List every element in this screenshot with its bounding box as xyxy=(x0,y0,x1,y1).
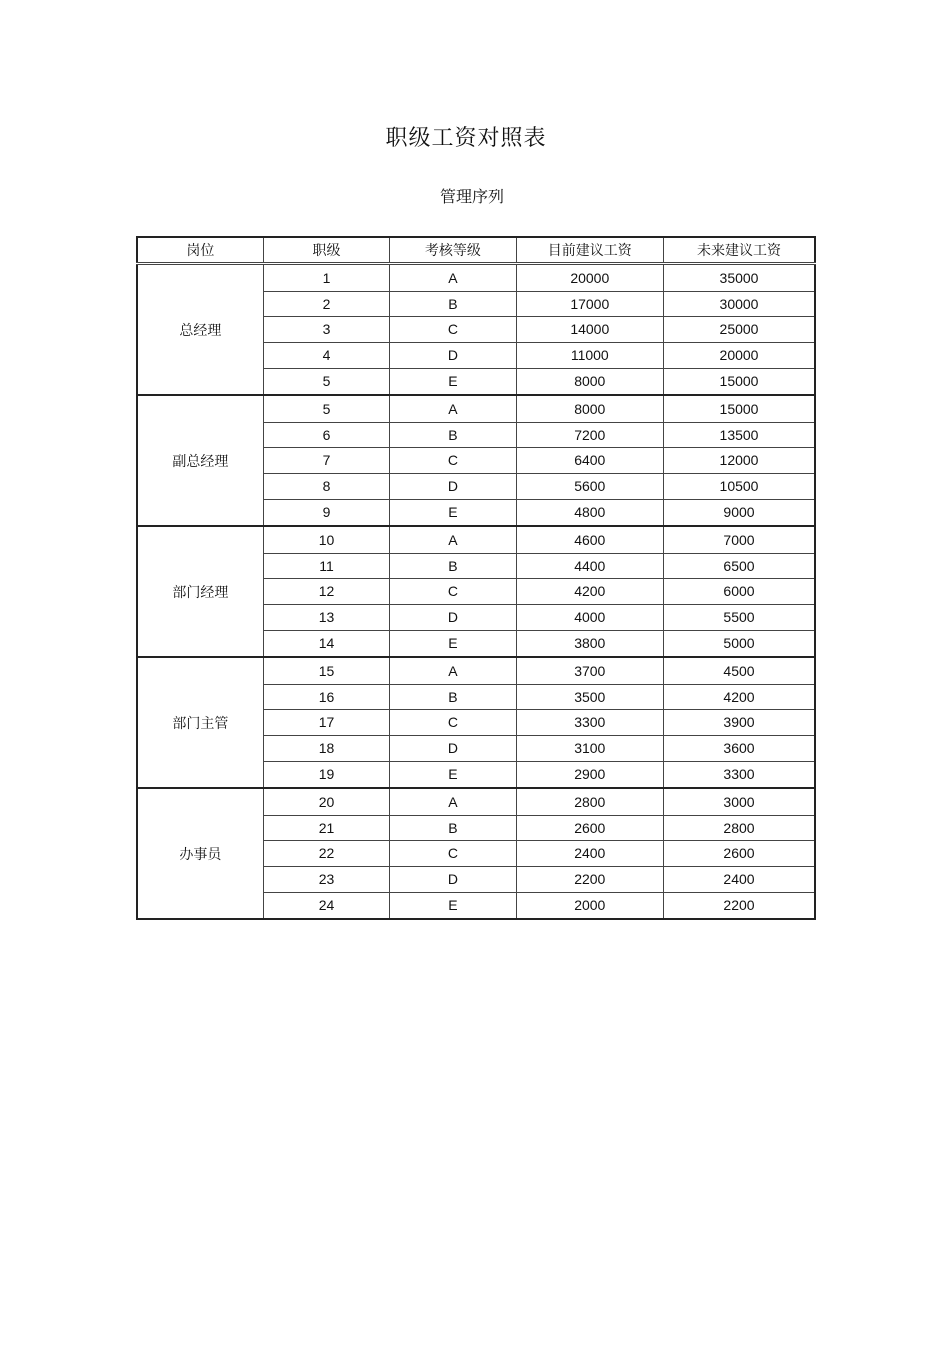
current-salary-cell: 8000 xyxy=(516,395,663,423)
assessment-cell: C xyxy=(390,317,516,343)
current-salary-cell: 4200 xyxy=(516,579,663,605)
table-row xyxy=(137,395,815,423)
grade-cell: 1 xyxy=(263,264,389,292)
table-row xyxy=(137,657,815,685)
position-cell: 副总经理 xyxy=(137,395,263,526)
grade-cell: 9 xyxy=(263,500,389,527)
future-salary-cell: 15000 xyxy=(664,369,816,396)
current-salary-cell: 8000 xyxy=(516,369,663,396)
header-row xyxy=(137,237,815,264)
position-cell: 总经理 xyxy=(137,264,263,396)
assessment-cell: B xyxy=(390,292,516,317)
current-salary-cell: 5600 xyxy=(516,474,663,500)
header-position: 岗位 xyxy=(137,237,263,264)
table-row xyxy=(137,264,815,292)
grade-cell: 11 xyxy=(263,554,389,579)
current-salary-cell: 2400 xyxy=(516,841,663,867)
grade-cell: 13 xyxy=(263,605,389,631)
current-salary-cell: 2800 xyxy=(516,788,663,816)
assessment-cell: B xyxy=(390,816,516,841)
grade-cell: 5 xyxy=(263,395,389,423)
future-salary-cell: 5500 xyxy=(664,605,816,631)
current-salary-cell: 6400 xyxy=(516,448,663,474)
current-salary-cell: 20000 xyxy=(516,264,663,292)
position-cell: 办事员 xyxy=(137,788,263,919)
future-salary-cell: 5000 xyxy=(664,631,816,658)
table-row xyxy=(137,526,815,554)
assessment-cell: C xyxy=(390,710,516,736)
current-salary-cell: 17000 xyxy=(516,292,663,317)
grade-cell: 3 xyxy=(263,317,389,343)
table-body xyxy=(137,264,815,920)
current-salary-cell: 4600 xyxy=(516,526,663,554)
grade-cell: 8 xyxy=(263,474,389,500)
current-salary-cell: 11000 xyxy=(516,343,663,369)
assessment-cell: A xyxy=(390,788,516,816)
assessment-cell: B xyxy=(390,423,516,448)
future-salary-cell: 3000 xyxy=(664,788,816,816)
grade-cell: 2 xyxy=(263,292,389,317)
future-salary-cell: 35000 xyxy=(664,264,816,292)
future-salary-cell: 6000 xyxy=(664,579,816,605)
current-salary-cell: 2000 xyxy=(516,893,663,920)
assessment-cell: A xyxy=(390,264,516,292)
header-current-salary: 目前建议工资 xyxy=(516,237,663,264)
current-salary-cell: 4800 xyxy=(516,500,663,527)
grade-cell: 23 xyxy=(263,867,389,893)
grade-cell: 20 xyxy=(263,788,389,816)
future-salary-cell: 2200 xyxy=(664,893,816,920)
future-salary-cell: 20000 xyxy=(664,343,816,369)
assessment-cell: E xyxy=(390,631,516,658)
current-salary-cell: 14000 xyxy=(516,317,663,343)
future-salary-cell: 3900 xyxy=(664,710,816,736)
future-salary-cell: 13500 xyxy=(664,423,816,448)
grade-cell: 18 xyxy=(263,736,389,762)
position-cell: 部门主管 xyxy=(137,657,263,788)
table-header xyxy=(137,237,815,264)
grade-cell: 14 xyxy=(263,631,389,658)
future-salary-cell: 15000 xyxy=(664,395,816,423)
page-title: 职级工资对照表 xyxy=(385,126,547,151)
grade-cell: 6 xyxy=(263,423,389,448)
header-assessment: 考核等级 xyxy=(390,237,516,264)
assessment-cell: C xyxy=(390,579,516,605)
assessment-cell: E xyxy=(390,893,516,920)
assessment-cell: D xyxy=(390,867,516,893)
grade-cell: 19 xyxy=(263,762,389,789)
grade-cell: 10 xyxy=(263,526,389,554)
assessment-cell: D xyxy=(390,343,516,369)
current-salary-cell: 3700 xyxy=(516,657,663,685)
assessment-cell: D xyxy=(390,736,516,762)
assessment-cell: D xyxy=(390,605,516,631)
assessment-cell: D xyxy=(390,474,516,500)
current-salary-cell: 4400 xyxy=(516,554,663,579)
assessment-cell: E xyxy=(390,500,516,527)
table-row xyxy=(137,788,815,816)
assessment-cell: A xyxy=(390,395,516,423)
future-salary-cell: 6500 xyxy=(664,554,816,579)
assessment-cell: E xyxy=(390,762,516,789)
position-cell: 部门经理 xyxy=(137,526,263,657)
header-grade: 职级 xyxy=(263,237,389,264)
assessment-cell: B xyxy=(390,685,516,710)
grade-cell: 5 xyxy=(263,369,389,396)
future-salary-cell: 10500 xyxy=(664,474,816,500)
header-future-salary: 未来建议工资 xyxy=(664,237,816,264)
current-salary-cell: 4000 xyxy=(516,605,663,631)
grade-cell: 7 xyxy=(263,448,389,474)
future-salary-cell: 4500 xyxy=(664,657,816,685)
future-salary-cell: 2800 xyxy=(664,816,816,841)
assessment-cell: A xyxy=(390,526,516,554)
future-salary-cell: 30000 xyxy=(664,292,816,317)
grade-cell: 17 xyxy=(263,710,389,736)
current-salary-cell: 2600 xyxy=(516,816,663,841)
future-salary-cell: 3600 xyxy=(664,736,816,762)
current-salary-cell: 3100 xyxy=(516,736,663,762)
current-salary-cell: 2900 xyxy=(516,762,663,789)
current-salary-cell: 7200 xyxy=(516,423,663,448)
grade-cell: 21 xyxy=(263,816,389,841)
assessment-cell: C xyxy=(390,448,516,474)
current-salary-cell: 3300 xyxy=(516,710,663,736)
assessment-cell: A xyxy=(390,657,516,685)
grade-cell: 15 xyxy=(263,657,389,685)
assessment-cell: E xyxy=(390,369,516,396)
future-salary-cell: 12000 xyxy=(664,448,816,474)
assessment-cell: B xyxy=(390,554,516,579)
assessment-cell: C xyxy=(390,841,516,867)
salary-table xyxy=(136,236,816,920)
future-salary-cell: 2600 xyxy=(664,841,816,867)
future-salary-cell: 9000 xyxy=(664,500,816,527)
future-salary-cell: 3300 xyxy=(664,762,816,789)
grade-cell: 16 xyxy=(263,685,389,710)
grade-cell: 4 xyxy=(263,343,389,369)
grade-cell: 22 xyxy=(263,841,389,867)
future-salary-cell: 2400 xyxy=(664,867,816,893)
current-salary-cell: 3800 xyxy=(516,631,663,658)
grade-cell: 12 xyxy=(263,579,389,605)
current-salary-cell: 3500 xyxy=(516,685,663,710)
current-salary-cell: 2200 xyxy=(516,867,663,893)
grade-cell: 24 xyxy=(263,893,389,920)
future-salary-cell: 7000 xyxy=(664,526,816,554)
future-salary-cell: 4200 xyxy=(664,685,816,710)
section-subtitle: 管理序列 xyxy=(439,187,504,206)
future-salary-cell: 25000 xyxy=(664,317,816,343)
